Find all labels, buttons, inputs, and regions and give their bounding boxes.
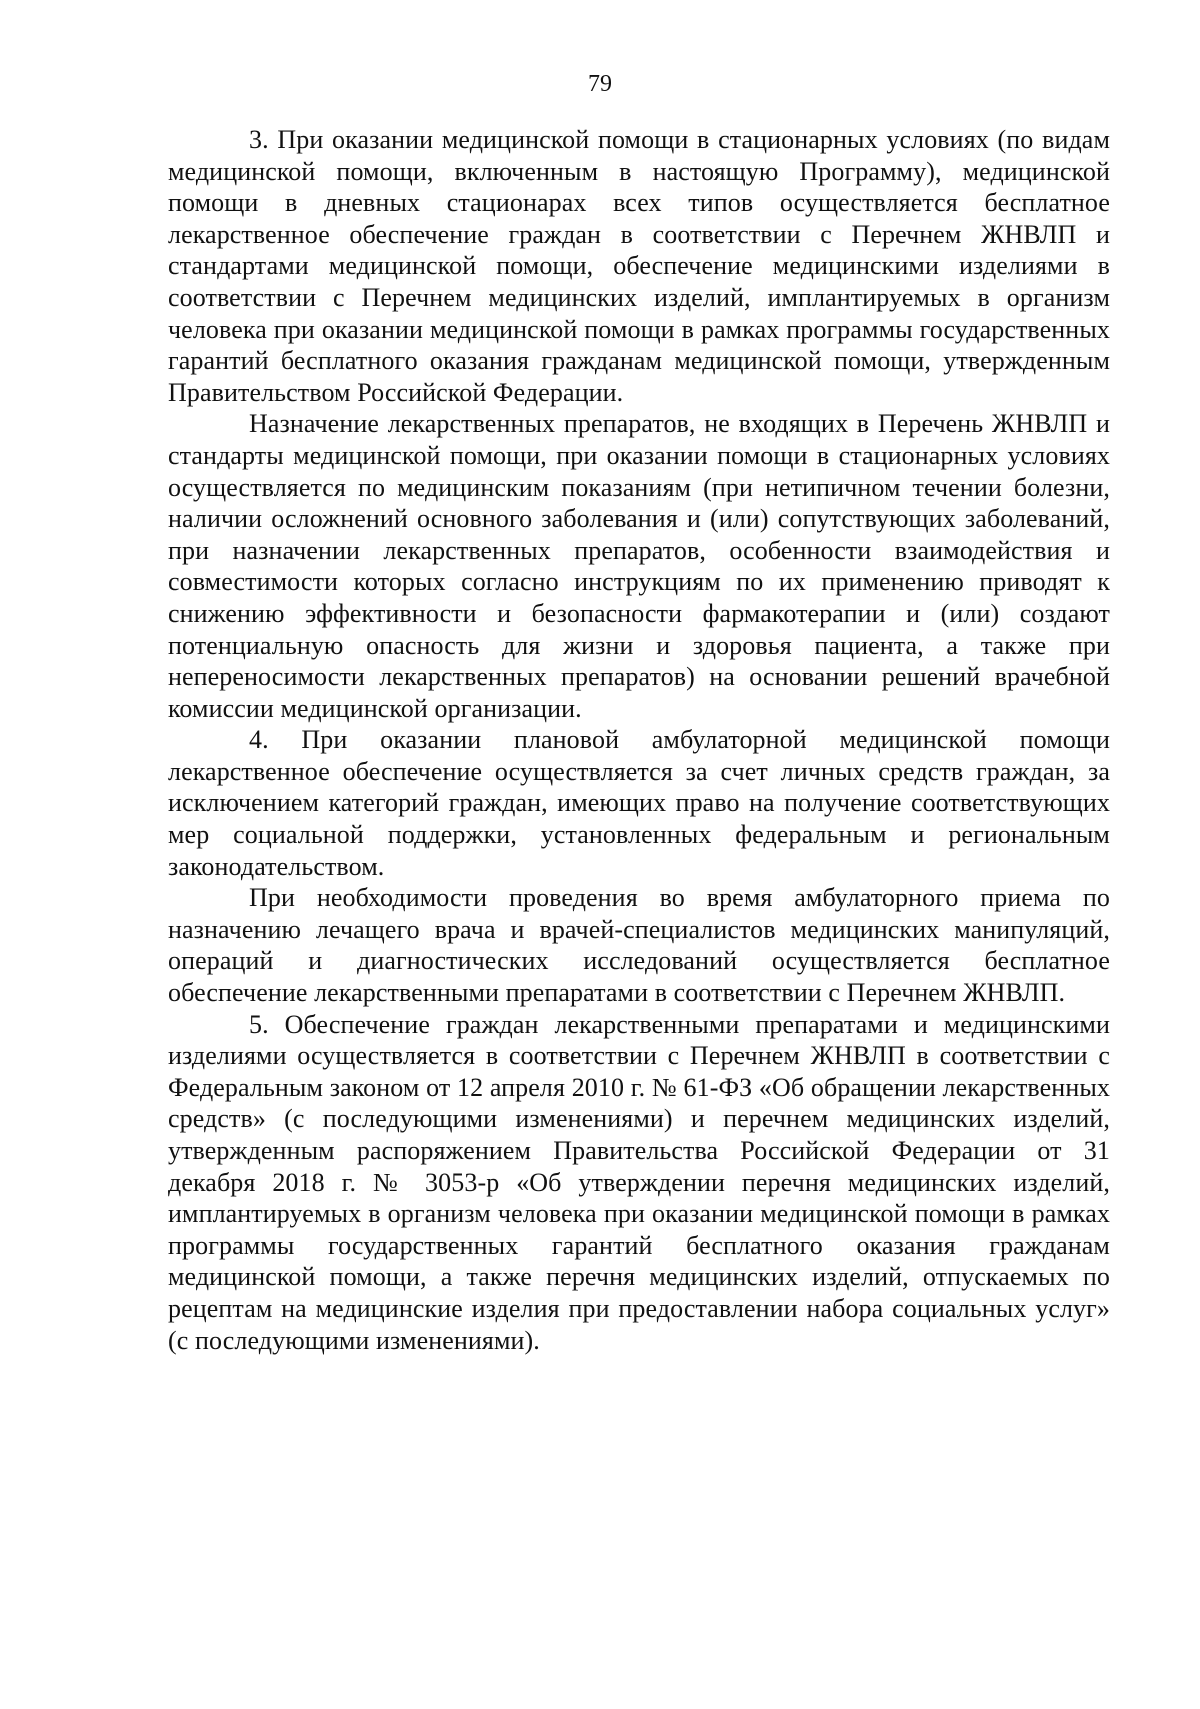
document-body [168, 124, 1110, 1356]
paragraph-3-inpatient-provision: 3. При оказании медицинской помощи в стационарных условиях (по видам медицинской помощи, включенным в настоящую Программу), медицинской помощи в дневных стационарах всех типов осуществляется бесплатное лекарственное обеспечение граждан в соответствии с Перечнем ЖНВЛП и стандартами медицинской помощи, обеспечение медицинскими изделиями в соответствии с Перечнем медицинских изделий, имплантируемых в организм человека при оказании медицинской помощи в рамках программы государственных гарантий бесплатного оказания гражданам медицинской помощи, утвержденным Правительством Российской Федерации. [168, 125, 1110, 407]
page-number: 79 [588, 71, 612, 97]
paragraph-4-outpatient-provision: 4. При оказании плановой амбулаторной медицинской помощи лекарственное обеспечение осуществляется за счет личных средств граждан, за исключением категорий граждан, имеющих право на получение соответствующих мер социальной поддержки, установленных федеральным и региональным законодательством. [168, 725, 1110, 881]
paragraph-off-list-prescription: Назначение лекарственных препаратов, не входящих в Перечень ЖНВЛП и стандарты медицинской помощи, при оказании помощи в стационарных условиях осуществляется по медицинским показаниям (при нетипичном течении болезни, наличии осложнений основного заболевания и (или) сопутствующих заболеваний, при назначении лекарственных препаратов, особенности взаимодействия и совместимости которых согласно инструкциям по их применению приводят к снижению эффективности и безопасности фармакотерапии и (или) создают потенциальную опасность для жизни и здоровья пациента, а также при непереносимости лекарственных препаратов) на основании решений врачебной комиссии медицинской организации. [168, 409, 1110, 723]
paragraph-outpatient-procedures: При необходимости проведения во время амбулаторного приема по назначению лечащего врача и врачей-специалистов медицинских манипуляций, операций и диагностических исследований осуществляется бесплатное обеспечение лекарственными препаратами в соответствии с Перечнем ЖНВЛП. [168, 883, 1110, 1008]
paragraph-5-legal-basis: 5. Обеспечение граждан лекарственными препаратами и медицинскими изделиями осуществляется в соответствии с Перечнем ЖНВЛП в соответствии с Федеральным законом от 12 апреля 2010 г. № 61-ФЗ «Об обращении лекарственных средств» (с последующими изменениями) и перечнем медицинских изделий, утвержденным распоряжением Правительства Российской Федерации от 31 декабря 2018 г. № 3053-р «Об утверждении перечня медицинских изделий, имплантируемых в организм человека при оказании медицинской помощи в рамках программы государственных гарантий бесплатного оказания гражданам медицинской помощи, а также перечня медицинских изделий, отпускаемых по рецептам на медицинские изделия при предоставлении набора социальных услуг» (с последующими изменениями). [168, 1009, 1110, 1355]
